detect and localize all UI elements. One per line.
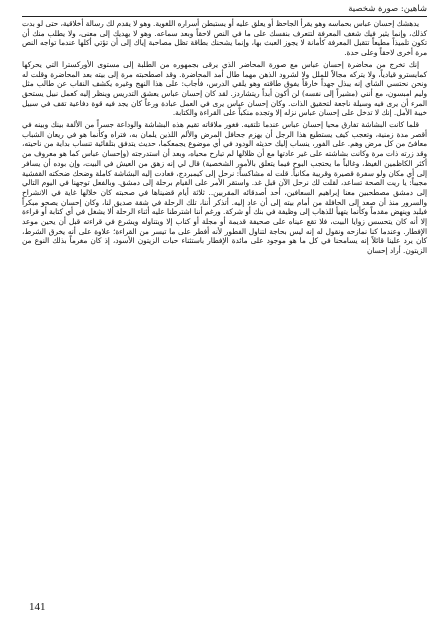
body-text: [22, 19, 427, 256]
paragraph: إنك تخرج من محاضرة إحسان عباس مع صورة المحاضر الذي يرقى بجمهوره من الطلبة إلى مستوى الأوركسترا التي يحركها كمايسترو قيادياً، ولا يتركه مجالاً للملل ولا لشرود الذهن مهما طال أمد المحاضرة. وقد اصطحبته مرة إلى بيته بعد المحاضرة وقلت له ونحن نحتسي الشاي إنه يبذل جهداً خارقاً يفوق طاقته وهو يلقي الدرس، فأجاب: على هذا النهج وغيره يكشف النقاب عن طالب مثل وليم امبسون، مع أنني (مشيراً إلى نفسه) لن أكون أبداً ريتشاردز. لقد كان إحسان عباس يعشق التدريس وينظر إليه كعمل نبيل يستحق المرء أن يرى فيه وسيلة ناجعة لتحقيق الذات. وكان إحسان عباس يرى في العمل عبادة ورعاً كان يجد فيه قوة دفاعية تقف في سبيل خيبة الأمل. إنك لا تدخل على إحسان عباس نزله إلا وتجده منكباً على القراءة والكتابة.: [22, 59, 427, 118]
paragraph: قلما كانت البشاشة تفارق محيا إحسان عباس عندما تلتقيه. فغور ملاقاته تقيم هذه البشاشة والوداعة جسراً من الألفة بينك وبينه في أقصر مدة زمنية، وتعجب كيف يستطيع هذا الرجل أن يهزم جحافل المرض والألم اللذين يلمان به، فتراه وكأنما هو في ريعان الشباب معافىً من كل مرض وهم. على الفور، ينساب إليك حديثه الودود في أي موضوع يجمعكما، حديث يتدفق بتلقائية تنساب بداية من ناحيته، وقد زرته ذات مرة وكانت بشاشته على غير عادتها مع أن ظلالها لم تبارح محياه، وبعد أن استدرجته (وإحسان عباس كما هو معروف من أكثر الكاظمين الغيظ، وغالباً ما يحتجب البوح فيما يتعلق بالأمور الشخصية) قال لي إنه زهق من العيش في البيت، وإن بوده أن يسافر إلى أي مكان ولو سفرة قصيرة وقريبة مكانياً. قلت له مشاكساً: نرحل إلى كيمبردج، فعادت إليه البشاشة كاملة وضحك ضحكته القفشية مجيباً: يا ريت الصحة تساعد، لقلت لك نرحل الآن قبل غد. واستقر الأمر على القيام برحلة إلى دمشق. وبالفعل توجهنا في اليوم التالي إلى دمشق مصطحبين معنا إبراهيم السعافين، أحد أصدقائه المقربين.. ثلاثة أيام قضيناها في صحبته كان خلالها غاية في الانشراح والسرور منذ أن صعد إلى الحافلة من أمام بيته إلى أن عاد إليه. أتذكر أننا، تلك الرحلة في شقة صديق لنا، وكان إحسان يصحو مبكراً فيلبد وينهض مقدماً وكأنما يتهيأ للذهاب إلى وظيفة في بنك أو شركة. ورغم أننا اشترطنا عليه أثناء الرحلة ألا يشغل في أي كتابة أو قراءة إلا أنه كان يتحسس زوايا البيت، فلا تقع عيناه على صحيفة قديمة أو مجلة أو كتاب إلا ويتناوله ويشرع في قراءته قبل أن يحين موعد الإفطار. وعندما كنا نمازحه ونقول له إنه ليس بحاجة لتناول الفطور لأنه أفطر على ما تيسر من القراءة؛ علاوة على أنه يخرق الشرط، كان يرد علينا قائلاً إنه يسامحنا في كل ما هو موجود على مائدة الإفطار باستثناء حبات الزيتون الأسود، إذ كان مغرماً بذلك النوع من الزيتون. أراد إحسان: [22, 120, 427, 256]
running-head: شاهين: صورة شخصية: [22, 3, 427, 17]
page-number: 141: [29, 601, 46, 613]
paragraph: يدهشك إحسان عباس بحماسه وهو يقرأ الجاحظ أو يعلق عليه أو يستبطن أسراره اللغوية. وهو لا يقدم لك رسالة أخلاقية، حتى لو بدت كذلك، وإنما يثير فيك شغف المعرفة لتتعرف بنفسك على ما في النص لاحقاً وبعد سماعه. وهو لا يهديك إلى معنى، ولا يطلب منك أن تكون تلميذاً مطيعاً تتقبل المعرفة كأمانة لا يجوز العبث بها، وإنما يشحنك بطاقة تظل مصاحبة إياك إلى أن تؤتي أكلها عندما تواجه النص مرة أخرى لاحقاً وعلى حدة.: [22, 19, 427, 58]
